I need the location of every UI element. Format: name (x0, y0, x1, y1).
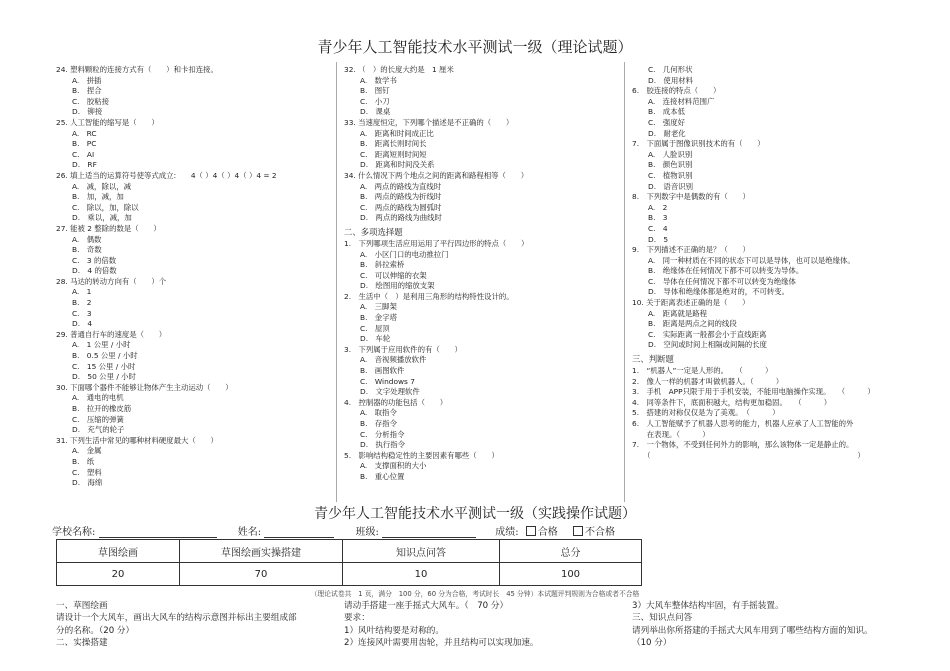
option-text: D. 空间或时间上相隔或间隔的长度 (648, 340, 767, 350)
student-info-row (52, 523, 932, 538)
score-header: 草图绘画实操搭建 (180, 540, 343, 563)
question-text: 32. （ ）的长度大约是 1 厘米 (344, 65, 454, 74)
option-text: D. 5 (648, 234, 669, 244)
judge-heading: 三、判断题 (632, 354, 674, 365)
practice-title: 青少年人工智能技术水平测试一级（实践操作试题） (314, 506, 636, 522)
option-text: D. 文字处理软件 (360, 387, 420, 397)
result-label: 成绩: (495, 527, 519, 538)
judge-item: 4. 同等条件下，底面积越大，结构更加稳固。 （ ） (632, 397, 832, 407)
option-text: D. 乘以，减，加 (72, 213, 132, 223)
question-text: 1. 下列哪项生活应用运用了平行四边形的特点（ ） (344, 238, 529, 248)
option-text: A. 2 (648, 202, 668, 212)
option-text: A. 1 公里 / 小时 (72, 340, 131, 350)
score-value: 70 (180, 563, 343, 586)
option-text: B. 2 (72, 298, 92, 308)
score-value: 100 (500, 563, 642, 586)
option-text: B. PC (72, 139, 97, 149)
question-text: 34. 什么情况下两个地点之间的距离和路程相等（ ） (344, 170, 529, 180)
theory-column-3 (632, 65, 932, 461)
score-header: 总分 (500, 540, 642, 563)
option-text: A. 数学书 (360, 75, 397, 85)
option-text: C. 两点的路线为圆弧时 (360, 202, 442, 212)
option-text: A. 距离和时间成正比 (360, 128, 434, 138)
pass-label: 合格 (537, 527, 558, 538)
option-text: D. 4 的倍数 (72, 266, 117, 276)
option-text: D. 语音识别 (648, 181, 693, 191)
option-text: B. 奇数 (72, 245, 102, 255)
option-text: D. 课桌 (360, 107, 391, 117)
practice-column-3 (632, 600, 873, 650)
option-text: C. 屋顶 (360, 323, 390, 333)
name-field[interactable] (264, 528, 334, 538)
text-line: 二、实操搭建 (56, 638, 108, 649)
option-text: B. 距离是两点之间的线段 (648, 319, 737, 329)
theory-column-2 (344, 65, 624, 483)
option-text: D. 4 (72, 319, 93, 329)
question-text: 24. 塑料颗粒的连接方式有（ ）和卡扣连接。 (56, 65, 218, 74)
option-text: C. 植物识别 (648, 170, 693, 180)
option-text: B. 绝缘体在任何情况下都不可以转变为导体。 (648, 266, 804, 276)
question-text: 10. 关于距离表述正确的是（ ） (632, 298, 750, 308)
option-text: A. 三脚架 (360, 302, 397, 312)
question-text: 30. 下面哪个器件不能够让物体产生主动运动（ ） (56, 382, 233, 392)
option-text: B. 拉开的橡皮筋 (72, 404, 132, 413)
option-text: B. 颜色识别 (648, 160, 693, 170)
option-text: B. 两点的路线为折线时 (360, 192, 442, 202)
option-text: C. Windows 7 (360, 376, 415, 386)
option-text: A. 连接材料范围广 (648, 96, 715, 106)
option-text: A. 拼插 (72, 75, 102, 85)
text-line: 三、知识点问答 (632, 613, 693, 624)
column-divider (624, 62, 625, 502)
option-text: A. 同一种材质在不同的状态下可以是导体，也可以是绝缘体。 (648, 255, 855, 265)
option-text: C. 压缩的弹簧 (72, 414, 124, 424)
option-text: A. 小区门口的电动推拉门 (360, 249, 449, 259)
practice-column-2 (344, 600, 539, 650)
class-field[interactable] (382, 528, 476, 538)
text-line: 3）大风车整体结构牢固，有手摇装置。 (632, 601, 784, 611)
option-text: D. 使用材料 (648, 75, 693, 85)
score-value: 10 (343, 563, 500, 586)
option-text: C. 4 (648, 223, 668, 233)
option-text: A. 人脸识别 (648, 149, 693, 159)
question-text: 2. 生活中（ ）是利用三角形的结构特性设计的。 (344, 291, 514, 301)
judge-item: 5. 搭建的对称仅仅是为了美观。 （ ） (632, 408, 780, 418)
option-text: B. 3 (648, 213, 668, 223)
option-text: D. 绘图用的缩放支架 (360, 281, 435, 291)
fail-checkbox[interactable] (573, 526, 583, 536)
theory-column-1 (56, 65, 326, 489)
exam-note: （理论试卷共 1 页，满分 100 分，60 分为合格，考试时长 45 分钟）本试题评判规则为合格或者不合格 (310, 590, 640, 598)
practice-column-1 (56, 600, 297, 650)
option-text: D. 海绵 (72, 478, 103, 488)
judge-item: 7. 一个物体，不受到任何外力的影响，那么该物体一定是静止的。 (632, 440, 854, 450)
score-value: 20 (57, 563, 180, 586)
judge-item: 2. 像人一样的机器才叫做机器人。（ ） (632, 376, 784, 386)
option-text: C. 塑料 (72, 467, 102, 477)
option-text: D. RF (72, 160, 97, 170)
option-text: C. 导体在任何情况下都不可以转变为绝缘体 (648, 276, 796, 286)
option-text: A. 金属 (72, 446, 102, 456)
text-line: 请设计一个大风车，画出大风车的结构示意图并标出主要组成部 (56, 613, 297, 624)
option-text: B. 存指令 (360, 419, 397, 428)
column-divider (336, 62, 337, 502)
option-text: B. 加，减，加 (72, 192, 124, 202)
text-line: 要求： (344, 613, 370, 624)
option-text: D. 车轮 (360, 334, 391, 344)
option-text: B. 捏合 (72, 86, 102, 96)
option-text: D. 距离和时间没关系 (360, 160, 435, 170)
option-text: B. 成本低 (648, 107, 685, 117)
score-header: 草图绘画 (57, 540, 180, 563)
option-text: D. 导体和绝缘体都是绝对的，不可转变。 (648, 287, 790, 297)
judge-item: （ ） (632, 450, 865, 460)
question-text: 9. 下列描述不正确的是？（ ） (632, 245, 750, 255)
question-text: 8. 下列数字中是偶数的有（ ） (632, 192, 750, 202)
option-text: A. 两点的路线为直线时 (360, 181, 442, 191)
option-text: C. 几何形状 (648, 65, 693, 74)
text-line: （10 分） (632, 638, 672, 649)
question-text: 28. 马达的转动方向有（ ）个 (56, 276, 167, 286)
option-text: A. 取指令 (360, 408, 397, 418)
option-text: A. 偶数 (72, 234, 102, 244)
option-text: D. 50 公里 / 小时 (72, 372, 136, 382)
option-text: A. 音视频播放软件 (360, 355, 427, 365)
option-text: C. 3 (72, 308, 92, 318)
judge-item: 1. “机器人”一定是人形的。 （ ） (632, 366, 773, 376)
option-text: B. 斜拉索桥 (360, 260, 405, 270)
name-label: 姓名: (237, 527, 262, 538)
question-text: 26. 填上适当的运算符号使等式成立: 4（ ）4（ ）4（ ）4 = 2 (56, 170, 277, 180)
option-text: D. 执行指令 (360, 440, 405, 450)
option-text: C. 分析指令 (360, 429, 405, 439)
question-text: 25. 人工智能的缩写是（ ） (56, 117, 159, 127)
score-header: 知识点问答 (343, 540, 500, 563)
option-text: C. 3 的倍数 (72, 255, 117, 265)
text-line: 2）连接风叶需要用齿轮，并且结构可以实现加速。 (344, 638, 539, 649)
question-text: 6. 胶连接的特点（ ） (632, 86, 721, 96)
option-text: C. 15 公里 / 小时 (72, 361, 136, 371)
option-text: C. 可以伸缩的衣架 (360, 270, 427, 280)
option-text: B. 图钉 (360, 86, 390, 96)
question-text: 29. 普通自行车的速度是（ ） (56, 329, 167, 339)
question-text: 3. 下列属于应用软件的有（ ） (344, 344, 462, 354)
multi-choice-heading: 二、多项选择题 (344, 226, 403, 237)
question-text: 33. 当速度恒定，下列哪个描述是不正确的（ ） (344, 117, 514, 127)
question-text: 7. 下面属于图像识别技术的有（ ） (632, 139, 765, 149)
class-label: 班级: (355, 527, 379, 538)
option-text: C. 胶粘接 (72, 96, 110, 106)
question-text: 5. 影响结构稳定性的主要因素有哪些（ ） (344, 450, 499, 460)
school-field[interactable] (99, 528, 217, 538)
text-line: 一、草图绘画 (56, 601, 108, 611)
option-text: C. 实际距离一般都会小于直线距离 (648, 329, 767, 339)
option-text: C. 强度好 (648, 117, 686, 127)
pass-checkbox[interactable] (526, 526, 536, 536)
option-text: A. 1 (72, 287, 92, 297)
theory-title: 青少年人工智能技术水平测试一级（理论试题） (317, 38, 633, 56)
question-text: 27. 能被 2 整除的数是（ ） (56, 223, 161, 233)
school-label: 学校名称: (52, 527, 96, 538)
option-text: B. 纸 (72, 456, 95, 466)
option-text: D. 两点的路线为曲线时 (360, 213, 442, 223)
option-text: D. 充气的轮子 (72, 425, 125, 435)
judge-item: 在表现。（ ） (632, 429, 710, 439)
text-line: 分的名称。（20 分） (56, 625, 135, 636)
option-text: B. 距离长则时间长 (360, 139, 427, 149)
text-line: 请列举出你所搭建的手摇式大风车用到了哪些结构方面的知识。 (632, 625, 873, 636)
option-text: C. 小刀 (360, 96, 390, 106)
option-text: A. 支撑面积的大小 (360, 461, 427, 471)
option-text: C. 距离短则时间短 (360, 149, 427, 159)
option-text: D. 铆接 (72, 107, 103, 117)
option-text: B. 画图软件 (360, 366, 405, 376)
option-text: A. RC (72, 128, 97, 138)
text-line: 请动手搭建一座手摇式大风车。（ 70 分） (344, 601, 509, 611)
option-text: B. 金字塔 (360, 313, 397, 323)
judge-item: 3. 手机 APP只限于用于手机安装，不能用电脑操作实现。 （ ） (632, 387, 875, 397)
question-text: 4. 控制器的功能包括（ ） (344, 397, 448, 407)
judge-item: 6. 人工智能赋予了机器人思考的能力，机器人应承了人工智能的外 (632, 419, 854, 428)
option-text: D. 耐老化 (648, 128, 686, 138)
fail-label: 不合格 (585, 527, 615, 538)
option-text: B. 重心位置 (360, 471, 405, 481)
option-text: C. AI (72, 149, 95, 159)
score-table (56, 539, 642, 586)
option-text: B. 0.5 公里 / 小时 (72, 351, 138, 361)
option-text: C. 除以，加，除以 (72, 202, 139, 212)
question-text: 31. 下列生活中常见的哪种材料硬度最大（ ） (56, 435, 218, 445)
option-text: A. 减，除以，减 (72, 181, 132, 191)
text-line: 1）风叶结构要是对称的。 (344, 625, 444, 636)
option-text: A. 通电的电机 (72, 393, 124, 403)
option-text: A. 距离就是路程 (648, 308, 708, 318)
